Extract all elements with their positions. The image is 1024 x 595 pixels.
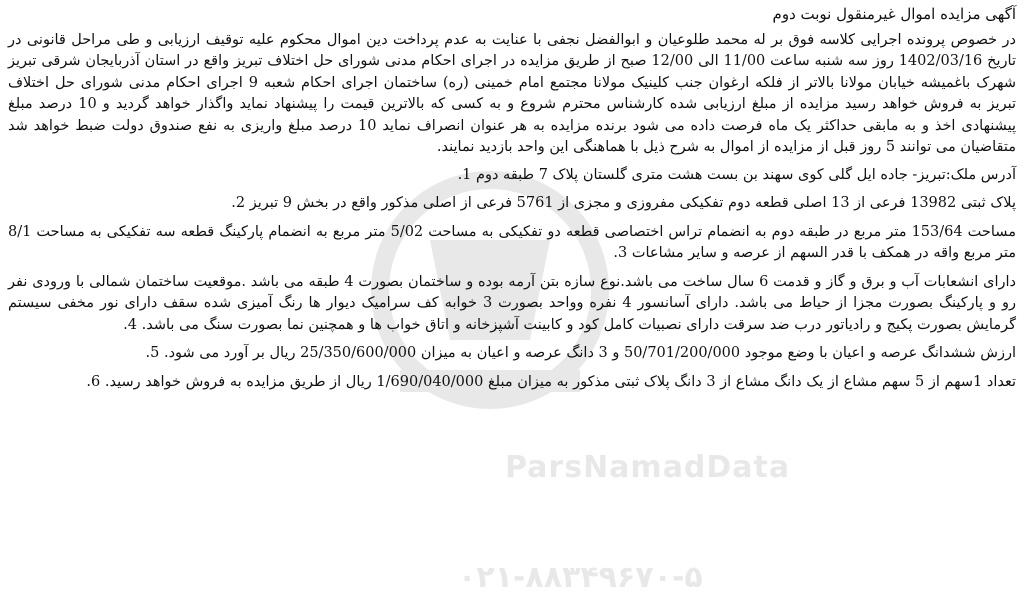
auction-notice <box>8 4 1016 567</box>
list-item <box>8 272 1016 337</box>
list-item <box>8 193 1016 215</box>
list-item <box>8 165 1016 187</box>
list-item-number: 3. <box>613 245 628 261</box>
list-item-number: 6. <box>86 373 101 390</box>
list-item-text: ارزش ششدانگ عرصه و اعیان با وضع موجود 50/701/200/000 و 3 دانگ عرصه و اعیان به میزان 25/350/600/000 ریال بر آورد می شود. <box>163 345 1016 361</box>
list-item-number: 2. <box>231 195 246 211</box>
list-item-number: 5. <box>145 345 160 361</box>
list-item-text: پلاک ثبتی 13982 فرعی از 13 اصلی قطعه دوم تفکیکی مفروزی و مجزی از 5761 فرعی از اصلی مذکور واقع در بخش 9 تبریز <box>249 195 1016 211</box>
list-item <box>8 343 1016 365</box>
watermark-brand: ParsNamadData <box>505 450 791 485</box>
list-item-text: تعداد 1سهم از 5 سهم مشاع از یک دانگ مشاع از 3 دانگ پلاک ثبتی مذکور به میزان مبلغ 1/690/040/000 ریال از طریق مزایده به فروش خواهد رسید. <box>104 373 1016 390</box>
list-item-text: آدرس ملک:تبریز- جاده ایل گلی کوی سهند بن بست هشت متری گلستان پلاک 7 طبقه دوم <box>476 166 1016 183</box>
list-item-number: 1. <box>457 166 472 183</box>
list-item <box>8 222 1016 265</box>
watermark-phone: ۰۲۱-۸۸۳۴۹۶۷۰-۵ <box>458 560 703 595</box>
list-item-number: 4. <box>123 316 137 333</box>
intro-paragraph: در خصوص پرونده اجرایی کلاسه فوق بر له محمد طلوعیان و ابوالفضل نجفی با عنایت به عدم پرداخت دین اموال محکوم علیه توقیف ارزیابی و طی مراحل قانونی در تاریخ 1402/03/16 روز سه شنبه ساعت 11/00 الی 12/00 صبح از طریق مزایده در اجرای احکام مدنی شورای حل اختلاف تبریز واقع در استان آذربایجان شرقی تبریز شهرک باغمیشه خیابان مولانا بالاتر از فلکه ارغوان جنب کلینیک مولانا مجتمع امام خمینی (ره) ساختمان اجرای احکام شعبه 9 اجرای احکام مدنی شورای حل اختلاف تبریز به فروش خواهد رسید مزایده از مبلغ ارزیابی شده کارشناس محترم شروع و به کسی که بالاترین قیمت را پیشنهاد نماید واگذار خواهد گردید و 10 درصد مبلغ پیشنهادی اخذ و به مابقی حداکثر یک ماه فرصت داده می شود برنده مزایده به هر عنوان انصراف نماید 10 درصد مبلغ واریزی به نفع صندوق دولت ضبط خواهد شد متقاضیان می توانند 5 روز قبل از مزایده از اموال به شرح ذیل با هماهنگی این واحد بازدید نمایند. <box>8 31 1017 155</box>
list-item-text: مساحت 153/64 متر مربع در طبقه دوم به انضمام تراس اختصاصی قطعه دو تفکیکی به مساحت 5/02 متر مربع به انضمام پارکینگ قطعه سه تفکیکی به مساحت 8/1 متر مربع واقه در همکف با قدر السهم از عرصه و سایر مشاعات <box>8 223 1016 261</box>
page-title: آگهی مزایده اموال غیرمنقول نوبت دوم <box>772 5 1016 23</box>
list-item-text: دارای انشعابات آب و برق و گاز و قدمت 6 سال ساخت می باشد.نوع سازه بتن آرمه بوده و ساختمان بصورت 4 طبقه می باشد .موقعیت ساختمان شمالی با ورودی نفر رو و پارکینگ بصورت مجزا از حیاط می باشد. دارای آسانسور 4 نفره وواحد بصورت 3 خوابه کف سرامیک دیوار ها رنگ آمیزی شده سقف دارای نور مخفی سیستم گرمایش بصورت پکیج و رادیاتور درب ضد سرقت دارای نصبیات کامل کود و کابینت آشپزخانه و اتاق خواب ها و همچنین نما بصورت سنگ می باشد. <box>8 273 1016 333</box>
list-item <box>8 372 1016 394</box>
